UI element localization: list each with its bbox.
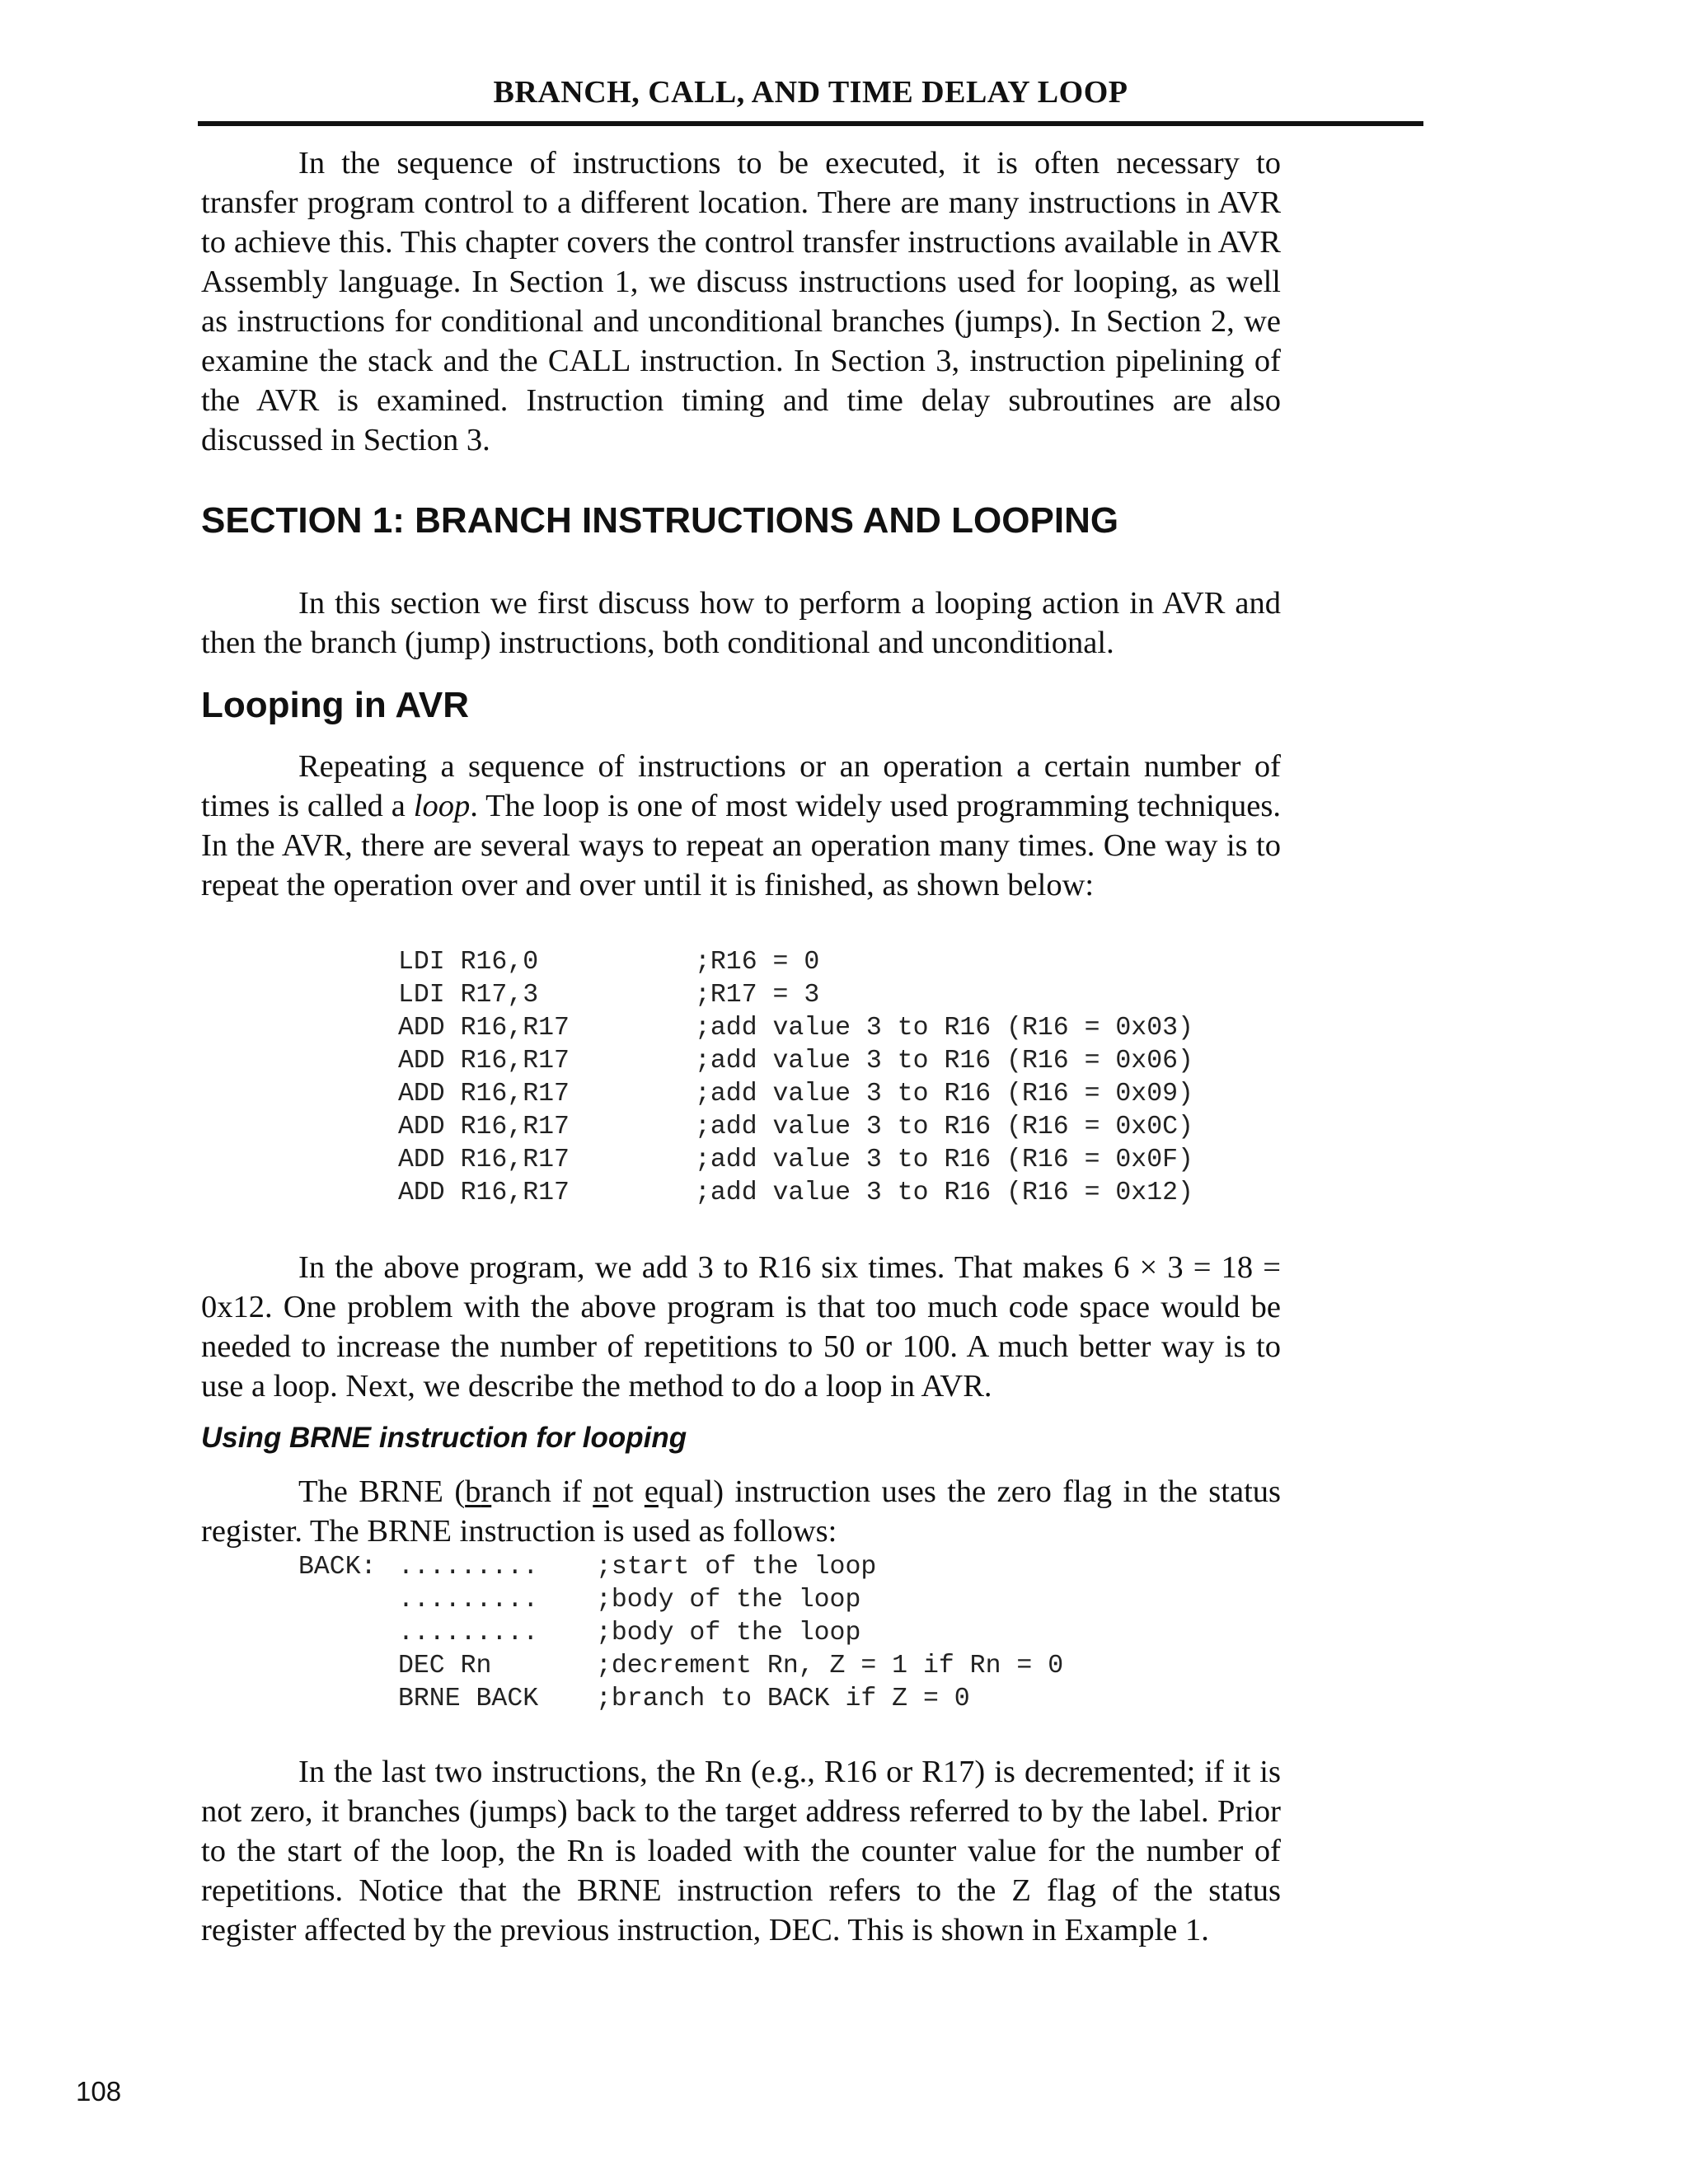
code-instruction: DEC Rn bbox=[398, 1652, 492, 1680]
brne-anch-if: anch if bbox=[491, 1474, 593, 1509]
code-instruction: ADD R16,R17 bbox=[398, 1080, 570, 1108]
code-line bbox=[298, 1584, 1063, 1617]
code-line bbox=[298, 1683, 1063, 1716]
code-comment: ;branch to BACK if Z = 0 bbox=[596, 1685, 970, 1713]
brne-title: Using BRNE instruction for looping bbox=[201, 1422, 687, 1454]
code-comment: ;add value 3 to R16 (R16 = 0x06) bbox=[695, 1047, 1193, 1076]
brne-intro-paragraph bbox=[201, 1472, 1281, 1551]
intro-paragraph: In the sequence of instructions to be executed, it is often necessary to transfer program control to a different location. There are many instructions in AVR to achieve this. This chapter covers the control transfer instructions available in AVR Assembly language. In Section 1, we discuss instructions used for looping, as well as instructions for conditional and unconditional branches (jumps). In Section 2, we examine the stack and the CALL instruction. In Section 3, instruction pipelining of the AVR is examined. Instruction timing and time delay subroutines are also discussed in Section 3. bbox=[201, 146, 1281, 457]
code-comment: ;add value 3 to R16 (R16 = 0x0F) bbox=[695, 1146, 1193, 1174]
brne-b: b bbox=[465, 1474, 481, 1509]
code-listing-brne bbox=[298, 1551, 1063, 1716]
looping-block bbox=[201, 747, 1281, 905]
section-1-paragraph: In this section we first discuss how to perform a looping action in AVR and then the branch (jump) instructions, both conditional and unconditional. bbox=[201, 586, 1281, 660]
code-line bbox=[398, 1144, 1193, 1177]
code-comment: ;body of the loop bbox=[596, 1586, 861, 1615]
code-instruction: ADD R16,R17 bbox=[398, 1179, 570, 1207]
loop-term: loop bbox=[413, 789, 471, 823]
code-line bbox=[298, 1551, 1063, 1584]
code-instruction: BRNE BACK bbox=[398, 1685, 539, 1713]
code-line bbox=[398, 1177, 1193, 1210]
code-line bbox=[398, 1078, 1193, 1111]
repeat-explanation-paragraph: In the above program, we add 3 to R16 six times. That makes 6 × 3 = 18 = 0x12. One problem with the above program is that too much code space would be needed to increase the number of repetitions to 50 or 100. A much better way is to use a loop. Next, we describe the method to do a loop in AVR. bbox=[201, 1250, 1281, 1404]
running-head: BRANCH, CALL, AND TIME DELAY LOOP bbox=[493, 75, 1128, 110]
code-instruction: ADD R16,R17 bbox=[398, 1113, 570, 1141]
code-comment: ;body of the loop bbox=[596, 1619, 861, 1647]
code-label: BACK: bbox=[298, 1553, 377, 1582]
code-instruction: ADD R16,R17 bbox=[398, 1146, 570, 1174]
brne-explanation-paragraph: In the last two instructions, the Rn (e.g., R16 or R17) is decremented; if it is not zero, it branches (jumps) back to the target address referred to by the label. Prior to the start of the loop, the Rn is loaded with the counter value for the number of repetitions. Notice that the BRNE instruction refers to the Z flag of the status register affected by the previous instruction, DEC. This is shown in Example 1. bbox=[201, 1755, 1281, 1947]
code-comment: ;add value 3 to R16 (R16 = 0x0C) bbox=[695, 1113, 1193, 1141]
code-instruction: ......... bbox=[398, 1619, 539, 1647]
looping-text-before: Repeating a sequence of instructions or an operation a certain number of times is called a bbox=[201, 749, 1281, 823]
section-1-title: SECTION 1: BRANCH INSTRUCTIONS AND LOOPING bbox=[201, 500, 1119, 541]
brne-e: e bbox=[644, 1474, 659, 1509]
code-line bbox=[398, 1111, 1193, 1144]
code-line bbox=[398, 979, 1193, 1012]
code-comment: ;R17 = 3 bbox=[695, 981, 820, 1010]
code-comment: ;add value 3 to R16 (R16 = 0x12) bbox=[695, 1179, 1193, 1207]
code-instruction: ......... bbox=[398, 1553, 539, 1582]
code-comment: ;start of the loop bbox=[596, 1553, 877, 1582]
code-comment: ;decrement Rn, Z = 1 if Rn = 0 bbox=[596, 1652, 1064, 1680]
code-comment: ;add value 3 to R16 (R16 = 0x03) bbox=[695, 1014, 1193, 1043]
brne-intro-pre: The BRNE ( bbox=[298, 1474, 466, 1509]
code-instruction: LDI R17,3 bbox=[398, 981, 539, 1010]
code-instruction: ADD R16,R17 bbox=[398, 1047, 570, 1076]
brne-n: n bbox=[593, 1474, 609, 1509]
code-listing-repeat bbox=[398, 946, 1193, 1210]
looping-paragraph bbox=[201, 747, 1281, 905]
looping-title: Looping in AVR bbox=[201, 685, 470, 725]
looping-text-after: . The loop is one of most widely used programming techniques. In the AVR, there are several ways to repeat an operation many times. One way is to repeat the operation over and over until it is finished, as shown below: bbox=[201, 789, 1282, 902]
code-line bbox=[398, 946, 1193, 979]
code-line bbox=[398, 1045, 1193, 1078]
section-1-block bbox=[201, 583, 1281, 663]
code-instruction: ......... bbox=[398, 1586, 539, 1615]
code-line bbox=[298, 1617, 1063, 1650]
code-instruction: ADD R16,R17 bbox=[398, 1014, 570, 1043]
code-instruction: LDI R16,0 bbox=[398, 948, 539, 977]
brne-ot: ot bbox=[608, 1474, 645, 1509]
page-number: 108 bbox=[76, 2076, 122, 2107]
repeat-explanation-block bbox=[201, 1248, 1281, 1406]
brne-qual-rest: qual) instruction uses the zero flag in the status register. The BRNE instruction is used as follows: bbox=[201, 1474, 1281, 1549]
brne-explanation-block bbox=[201, 1752, 1281, 1950]
code-line bbox=[298, 1650, 1063, 1683]
header-rule bbox=[198, 121, 1423, 126]
code-comment: ;R16 = 0 bbox=[695, 948, 820, 977]
brne-r: r bbox=[481, 1474, 492, 1509]
code-line bbox=[398, 1012, 1193, 1045]
code-comment: ;add value 3 to R16 (R16 = 0x09) bbox=[695, 1080, 1193, 1108]
brne-intro-block bbox=[201, 1472, 1281, 1551]
intro-block bbox=[201, 143, 1281, 460]
